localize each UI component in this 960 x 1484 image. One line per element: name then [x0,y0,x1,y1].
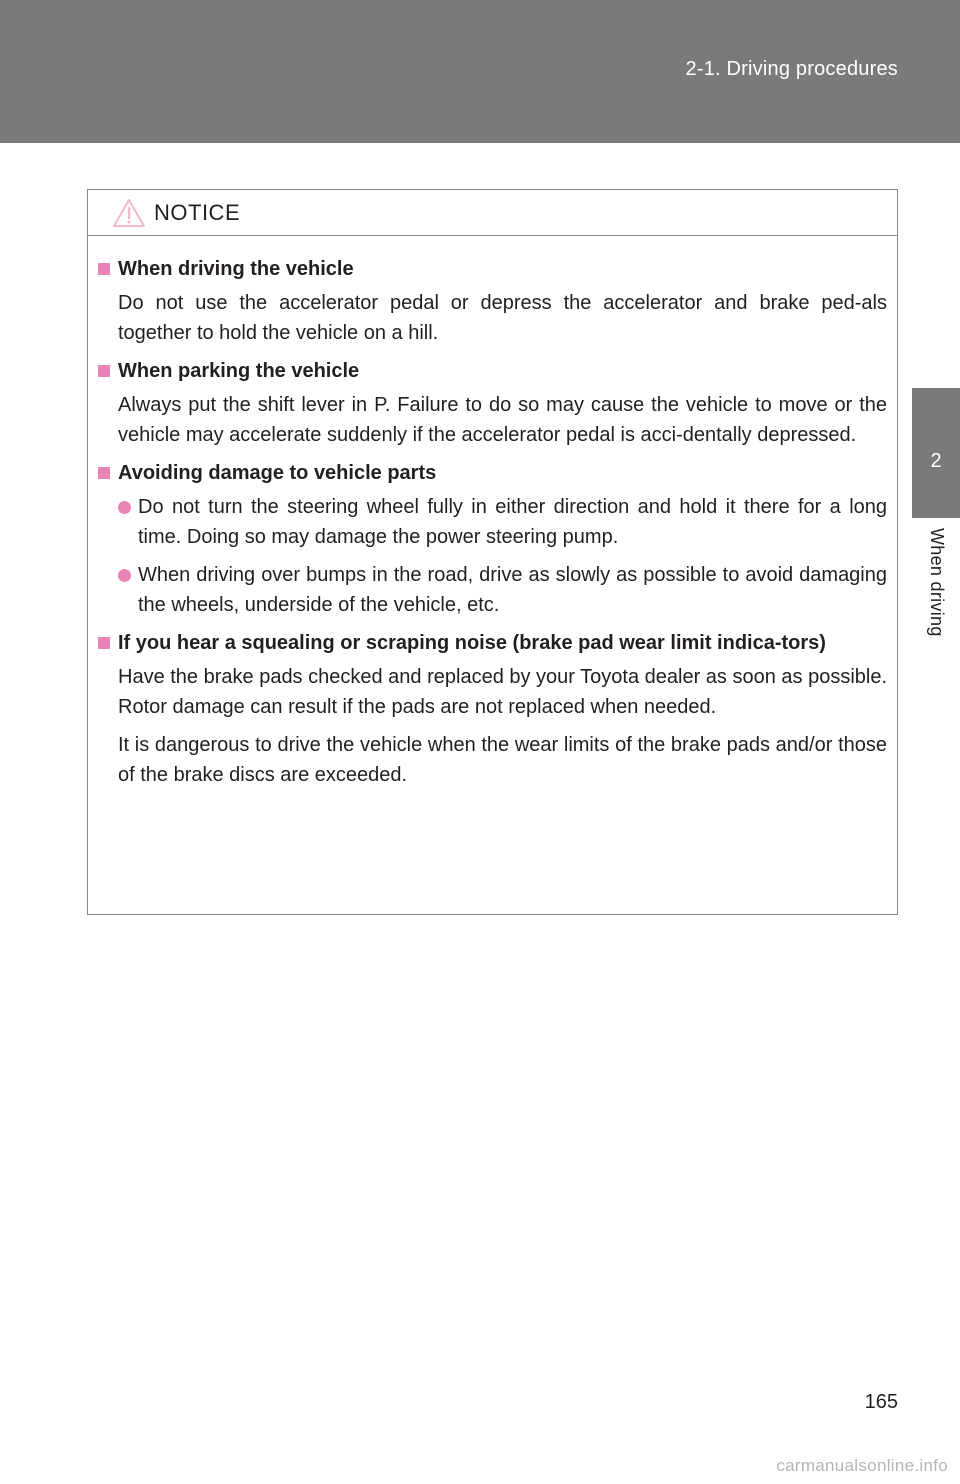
bullet-text: When driving over bumps in the road, drive as slowly as possible to avoid damaging the wheels, underside of the vehicle, etc. [138,564,887,616]
section-heading [98,254,887,284]
section-heading-text: If you hear a squealing or scraping noise (brake pad wear limit indica-tors) [118,632,826,654]
paragraph-line: Rotor damage can result if the pads are not replaced when needed. [118,696,717,718]
bullet-text: Do not turn the steering wheel fully in either direction and hold it there for a long time. Doing so may damage the power steering pump. [138,496,887,548]
section-heading [98,628,887,658]
chapter-label: When driving [927,528,947,637]
page-number: 165 [864,1391,898,1413]
paragraph: Do not use the accelerator pedal or depress the accelerator and brake ped-als together to hold the vehicle on a hill. [118,292,887,344]
pink-dot-icon [118,501,131,514]
section-heading-text: When parking the vehicle [118,360,360,382]
bullet-item [118,560,887,620]
watermark[interactable]: carmanualsonline.info [776,1456,948,1475]
pink-square-icon [98,467,110,479]
notice-body [88,236,897,790]
chapter-number: 2 [930,450,942,472]
paragraph: Always put the shift lever in P. Failure to do so may cause the vehicle to move or the vehicle may accelerate suddenly if the accelerator pedal is acci-dentally depressed. [118,394,887,446]
notice-title: NOTICE [154,200,241,225]
pink-dot-icon [118,569,131,582]
section-heading-text: Avoiding damage to vehicle parts [118,462,437,484]
notice-header [88,190,897,236]
paragraph [118,662,887,722]
paragraph-line: Have the brake pads checked and replaced by your Toyota dealer as soon as possible. [118,666,888,688]
section-heading-text: When driving the vehicle [118,258,354,280]
chapter-tab [912,388,960,518]
pink-square-icon [98,263,110,275]
paragraph: It is dangerous to drive the vehicle when the wear limits of the brake pads and/or those of the brake discs are exceeded. [118,734,887,786]
page-header [0,0,960,143]
pink-square-icon [98,365,110,377]
section-heading [98,458,887,488]
section-title: 2-1. Driving procedures [685,58,898,80]
pink-square-icon [98,637,110,649]
notice-box [87,189,898,915]
section-heading [98,356,887,386]
warning-triangle-icon [112,198,146,228]
bullet-item [118,492,887,552]
